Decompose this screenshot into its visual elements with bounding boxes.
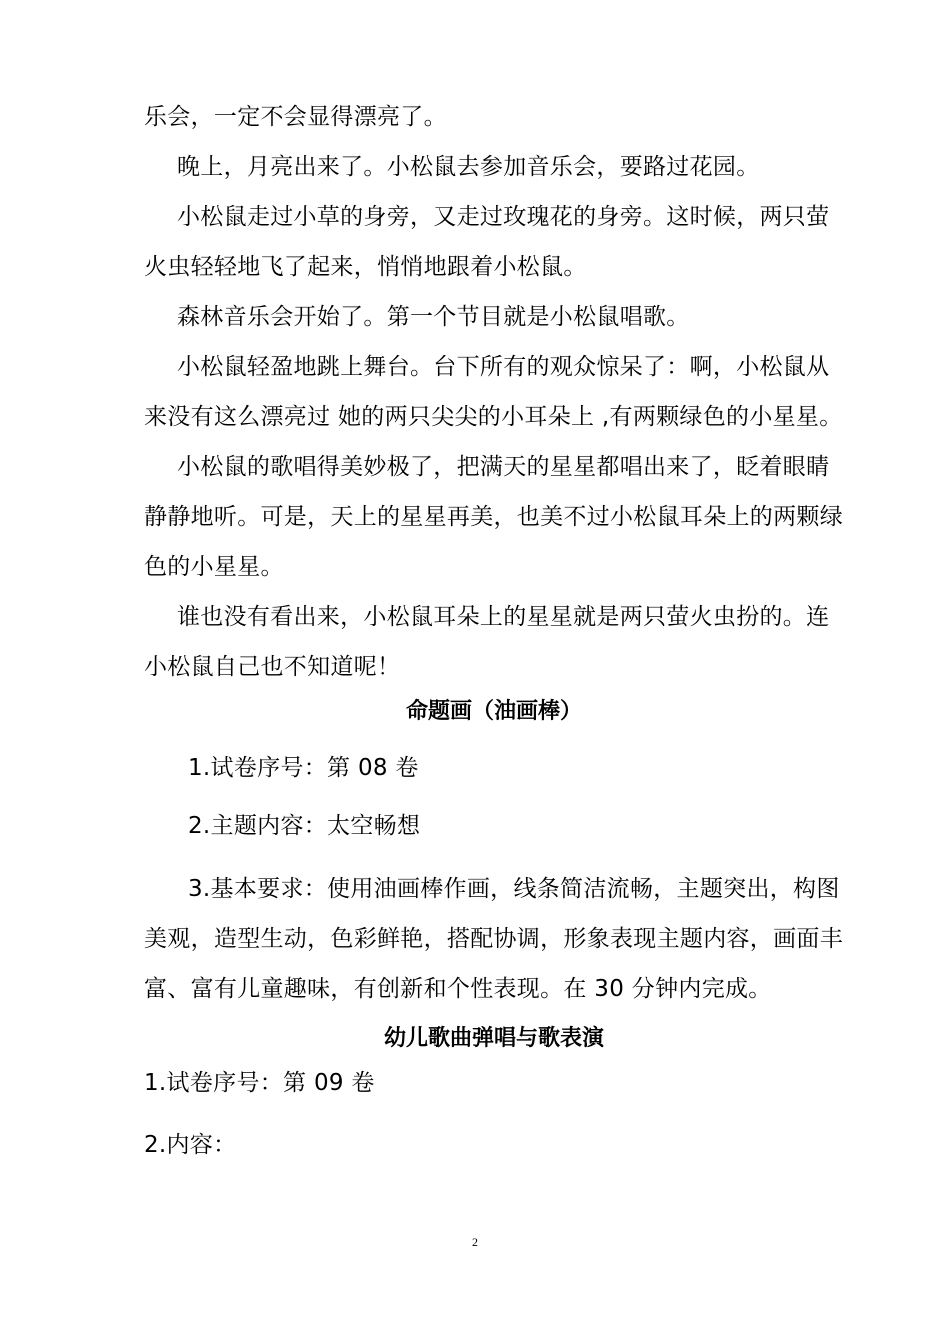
story-line-7: 来没有这么漂亮过 她的两只尖尖的小耳朵上 ,有两颗绿色的小星星。 <box>144 404 843 430</box>
story-line-11: 谁也没有看出来，小松鼠耳朵上的星星就是两只萤火虫扮的。连 <box>177 604 830 630</box>
painting-item-3-line-1: 3.基本要求：使用油画棒作画，线条简洁流畅，主题突出，构图 <box>188 876 840 902</box>
painting-item-3-line-3: 富、富有儿童趣味，有创新和个性表现。在 30 分钟内完成。 <box>144 976 772 1002</box>
story-line-9: 静静地听。可是，天上的星星再美，也美不过小松鼠耳朵上的两颗绿 <box>144 504 843 530</box>
painting-section-title: 命题画（油画棒） <box>405 699 582 724</box>
story-line-8: 小松鼠的歌唱得美妙极了，把满天的星星都唱出来了，眨着眼睛 <box>177 454 830 480</box>
story-line-4: 火虫轻轻地飞了起来，悄悄地跟着小松鼠。 <box>144 254 587 280</box>
song-item-2: 2.内容： <box>144 1132 237 1158</box>
page-number: 2 <box>472 1235 478 1249</box>
story-line-10: 色的小星星。 <box>144 554 284 580</box>
story-line-6: 小松鼠轻盈地跳上舞台。台下所有的观众惊呆了：啊，小松鼠从 <box>177 354 830 380</box>
song-section-title: 幼儿歌曲弹唱与歌表演 <box>383 1026 604 1051</box>
story-line-2: 晚上，月亮出来了。小松鼠去参加音乐会，要路过花园。 <box>177 154 760 180</box>
story-line-3: 小松鼠走过小草的身旁，又走过玫瑰花的身旁。这时候，两只萤 <box>177 204 830 230</box>
painting-item-2: 2.主题内容：太空畅想 <box>188 813 421 839</box>
story-line-12: 小松鼠自己也不知道呢！ <box>144 654 401 680</box>
story-line-1: 乐会，一定不会显得漂亮了。 <box>144 104 447 130</box>
story-line-5: 森林音乐会开始了。第一个节目就是小松鼠唱歌。 <box>177 304 690 330</box>
song-item-1: 1.试卷序号：第 09 卷 <box>144 1070 375 1096</box>
painting-item-1: 1.试卷序号：第 08 卷 <box>188 755 419 781</box>
painting-item-3-line-2: 美观，造型生动，色彩鲜艳，搭配协调，形象表现主题内容，画面丰 <box>144 926 843 952</box>
